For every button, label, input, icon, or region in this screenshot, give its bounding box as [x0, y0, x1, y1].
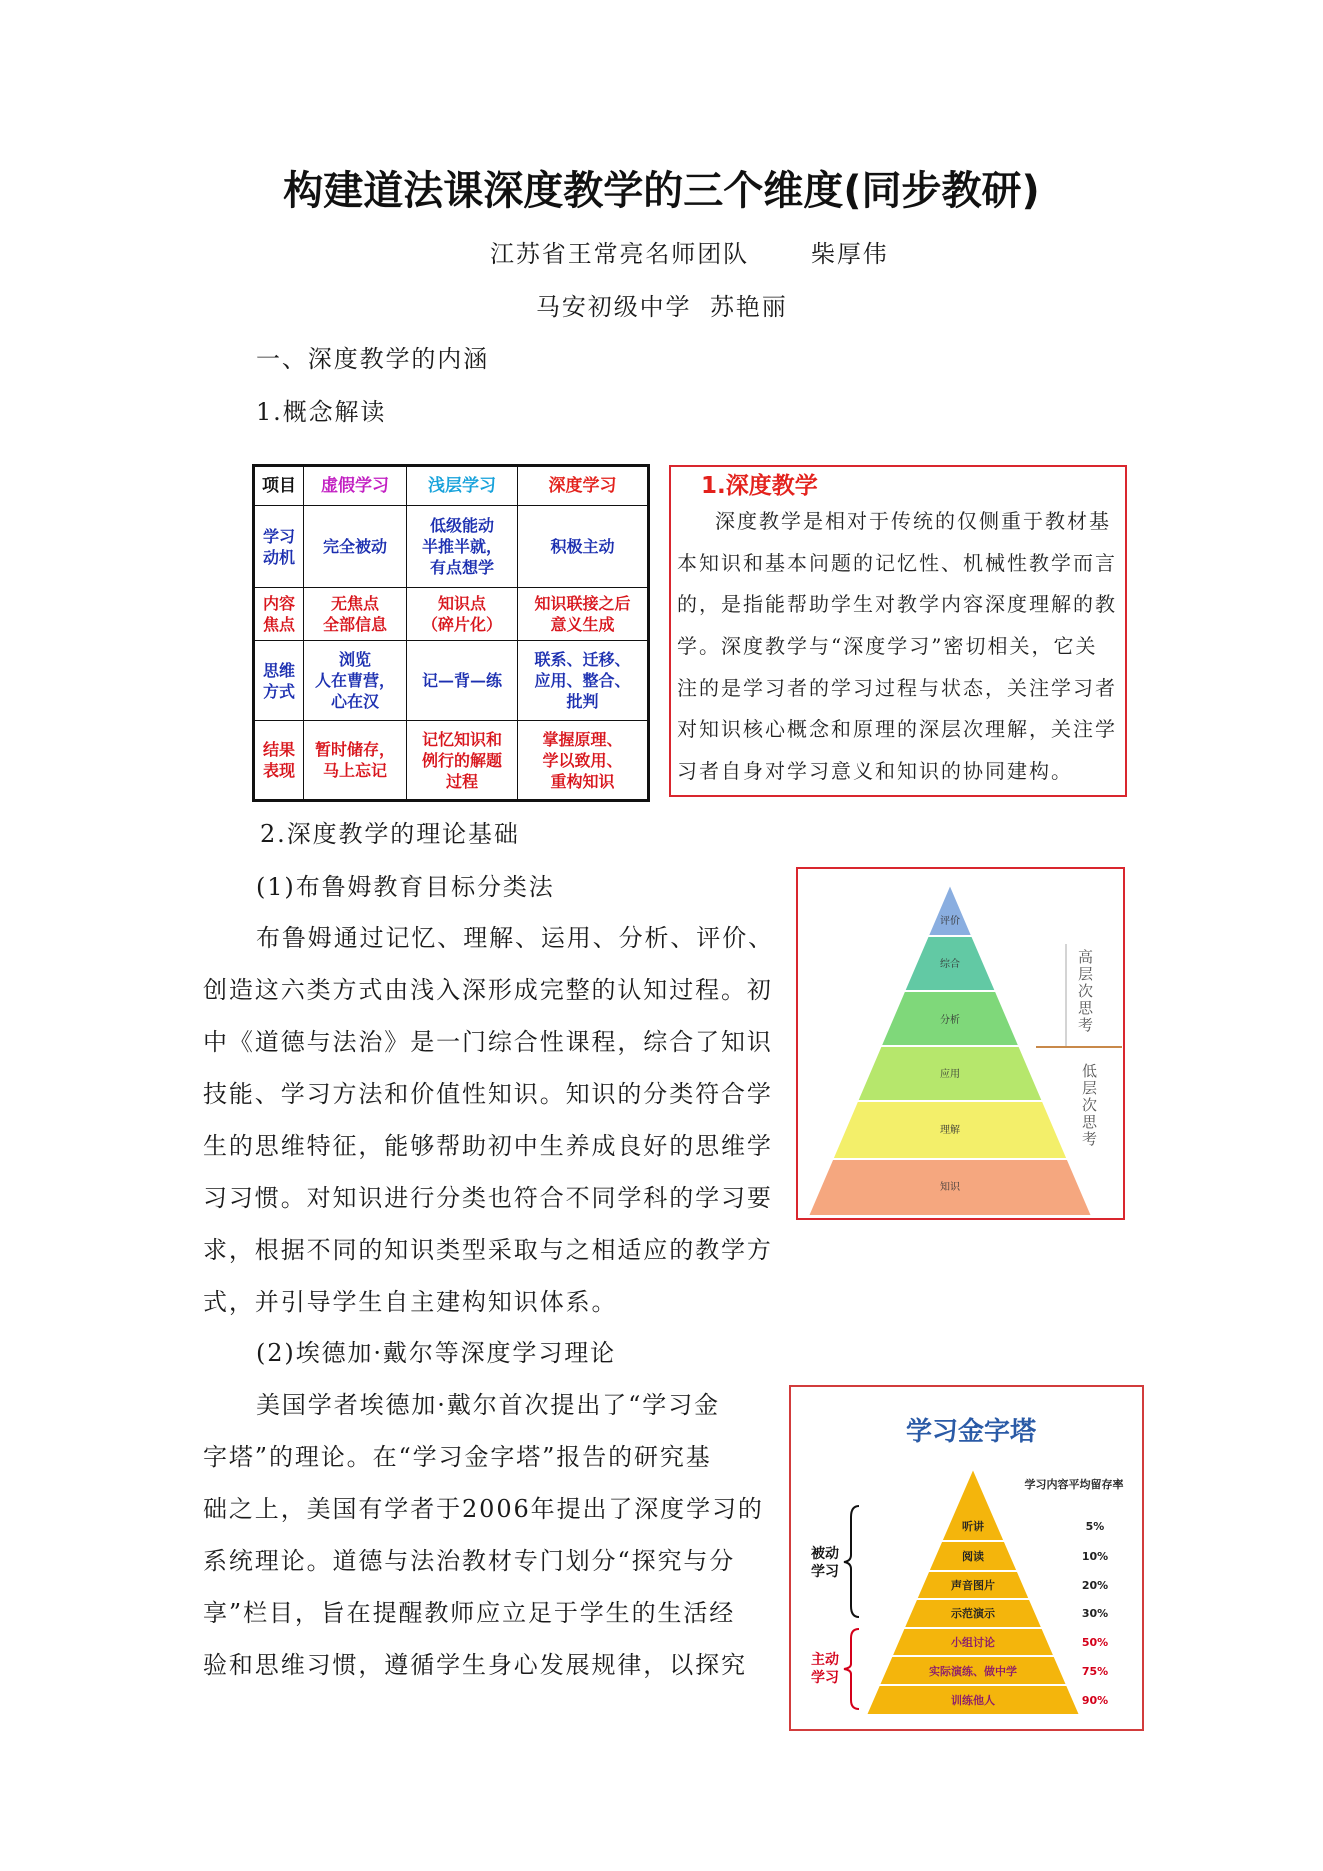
retention-value: 90%	[1081, 1694, 1109, 1707]
table-cell: 记—背—练	[407, 641, 518, 721]
table-cell: 浏览 人在曹营， 心在汉	[304, 641, 407, 721]
table-cell: 掌握原理、 学以致用、 重构知识	[518, 721, 649, 801]
text-line: 享”栏目，旨在提醒教师应立足于学生的生活经	[203, 1599, 736, 1627]
retention-value: 20%	[1081, 1579, 1109, 1592]
section-heading: 一、深度教学的内涵	[256, 345, 490, 373]
pyramid-level-label: 阅读	[962, 1550, 984, 1563]
retention-value: 10%	[1081, 1550, 1109, 1563]
table-row-header: 思维 方式	[254, 641, 304, 721]
retention-value: 30%	[1081, 1607, 1109, 1620]
author-name: 苏艳丽	[710, 293, 788, 321]
text-line: 础之上，美国有学者于2006年提出了深度学习的	[203, 1495, 764, 1523]
definition-box	[669, 465, 1127, 797]
pyramid-level-label: 理解	[940, 1125, 960, 1136]
retention-value: 5%	[1085, 1520, 1105, 1533]
pyramid-level	[928, 884, 972, 936]
text-line: 技能、学习方法和价值性知识。知识的分类符合学	[203, 1080, 773, 1108]
table-cell: 知识点 （碎片化）	[407, 588, 518, 641]
passive-brace	[844, 1506, 859, 1617]
text-line: 系统理论。道德与法治教材专门划分“探究与分	[203, 1547, 736, 1575]
learning-pyramid-diagram	[791, 1387, 1144, 1731]
author-name: 柴厚伟	[811, 240, 889, 268]
bloom-pyramid-figure	[796, 867, 1125, 1220]
subsection-heading: 2.深度教学的理论基础	[260, 820, 520, 848]
upper-thinking-label: 高层次思考	[1076, 949, 1094, 1034]
pyramid-level-label: 应用	[940, 1069, 960, 1080]
text-line: 验和思维习惯，遵循学生身心发展规律，以探究	[203, 1651, 747, 1679]
author-org: 江苏省王常亮名师团队	[490, 240, 749, 268]
retention-header: 学习内容平均留存率	[1024, 1478, 1124, 1491]
table-cell: 完全被动	[304, 506, 407, 588]
table-row-header: 内容 焦点	[254, 588, 304, 641]
pyramid-level-label: 评价	[940, 916, 960, 927]
pyramid-level-label: 小组讨论	[951, 1636, 995, 1649]
text-line: 本知识和基本问题的记忆性、机械性教学而言	[677, 550, 1117, 575]
table-row	[254, 641, 649, 721]
table-cell: 记忆知识和 例行的解题 过程	[407, 721, 518, 801]
bloom-pyramid-diagram	[798, 869, 1125, 1220]
table-header-row	[254, 466, 649, 506]
table-row	[254, 506, 649, 588]
table-row-header: 学习 动机	[254, 506, 304, 588]
table-header: 深度学习	[518, 466, 649, 506]
author-org: 马安初级中学	[536, 293, 692, 321]
text-line: 求，根据不同的知识类型采取与之相适应的教学方	[203, 1236, 773, 1264]
learning-pyramid-title: 学习金字塔	[905, 1417, 1037, 1447]
dale-heading: (2)埃德加·戴尔等深度学习理论	[256, 1339, 617, 1367]
pyramid-level-label: 听讲	[962, 1520, 984, 1533]
text-line: 对知识核心概念和原理的深层次理解，关注学	[677, 717, 1117, 742]
table-cell: 无焦点 全部信息	[304, 588, 407, 641]
text-line: 习者自身对学习意义和知识的协同建构。	[677, 759, 1073, 784]
bloom-heading: (1)布鲁姆教育目标分类法	[256, 873, 555, 901]
retention-value: 75%	[1081, 1665, 1109, 1678]
lower-thinking-label: 低层次思考	[1080, 1063, 1098, 1148]
text-line: 生的思维特征，能够帮助初中生养成良好的思维学	[203, 1132, 773, 1160]
passive-learning-label: 被动学习	[811, 1546, 839, 1580]
table-cell: 低级能动 半推半就， 有点想学	[407, 506, 518, 588]
table-row	[254, 588, 649, 641]
active-learning-label: 主动学习	[811, 1652, 839, 1686]
definition-text	[677, 501, 1117, 793]
pyramid-level-label: 示范演示	[951, 1607, 995, 1620]
text-line: 习习惯。对知识进行分类也符合不同学科的学习要	[203, 1184, 773, 1212]
table-cell: 联系、迁移、 应用、整合、 批判	[518, 641, 649, 721]
pyramid-level-label: 知识	[940, 1182, 960, 1193]
text-line: 学。深度教学与“深度学习”密切相关，它关	[677, 634, 1098, 659]
definition-heading: 1.深度教学	[701, 473, 818, 499]
pyramid-level-label: 综合	[940, 959, 960, 970]
dale-paragraph	[203, 1379, 778, 1691]
table-row	[254, 721, 649, 801]
comparison-table	[252, 464, 650, 802]
active-brace	[844, 1629, 859, 1709]
text-line: 字塔”的理论。在“学习金字塔”报告的研究基	[203, 1443, 712, 1471]
bloom-paragraph	[203, 912, 778, 1328]
document-title: 构建道法课深度教学的三个维度(同步教研)	[283, 168, 1040, 214]
table-cell: 知识联接之后 意义生成	[518, 588, 649, 641]
table-header: 虚假学习	[304, 466, 407, 506]
table-row-header: 结果 表现	[254, 721, 304, 801]
pyramid-level-label: 实际演练、做中学	[929, 1665, 1017, 1678]
table-cell: 暂时储存， 马上忘记	[304, 721, 407, 801]
pyramid-level-label: 声音图片	[951, 1579, 995, 1592]
text-line: 布鲁姆通过记忆、理解、运用、分析、评价、	[256, 924, 774, 952]
text-line: 的，是指能帮助学生对教学内容深度理解的教	[677, 592, 1117, 617]
pyramid-level-label: 训练他人	[951, 1694, 995, 1707]
table-header: 项目	[254, 466, 304, 506]
table-cell: 积极主动	[518, 506, 649, 588]
subsection-heading: 1.概念解读	[256, 398, 387, 426]
learning-pyramid-figure	[789, 1385, 1144, 1731]
text-line: 式，并引导学生自主建构知识体系。	[203, 1288, 618, 1316]
pyramid-level-label: 分析	[940, 1015, 960, 1026]
text-line: 深度教学是相对于传统的仅侧重于教材基	[715, 509, 1111, 533]
table-header: 浅层学习	[407, 466, 518, 506]
text-line: 美国学者埃德加·戴尔首次提出了“学习金	[256, 1391, 720, 1419]
text-line: 创造这六类方式由浅入深形成完整的认知过程。初	[203, 976, 773, 1004]
retention-value: 50%	[1081, 1636, 1109, 1649]
text-line: 注的是学习者的学习过程与状态，关注学习者	[677, 675, 1117, 700]
text-line: 中《道德与法治》是一门综合性课程，综合了知识	[203, 1028, 773, 1056]
